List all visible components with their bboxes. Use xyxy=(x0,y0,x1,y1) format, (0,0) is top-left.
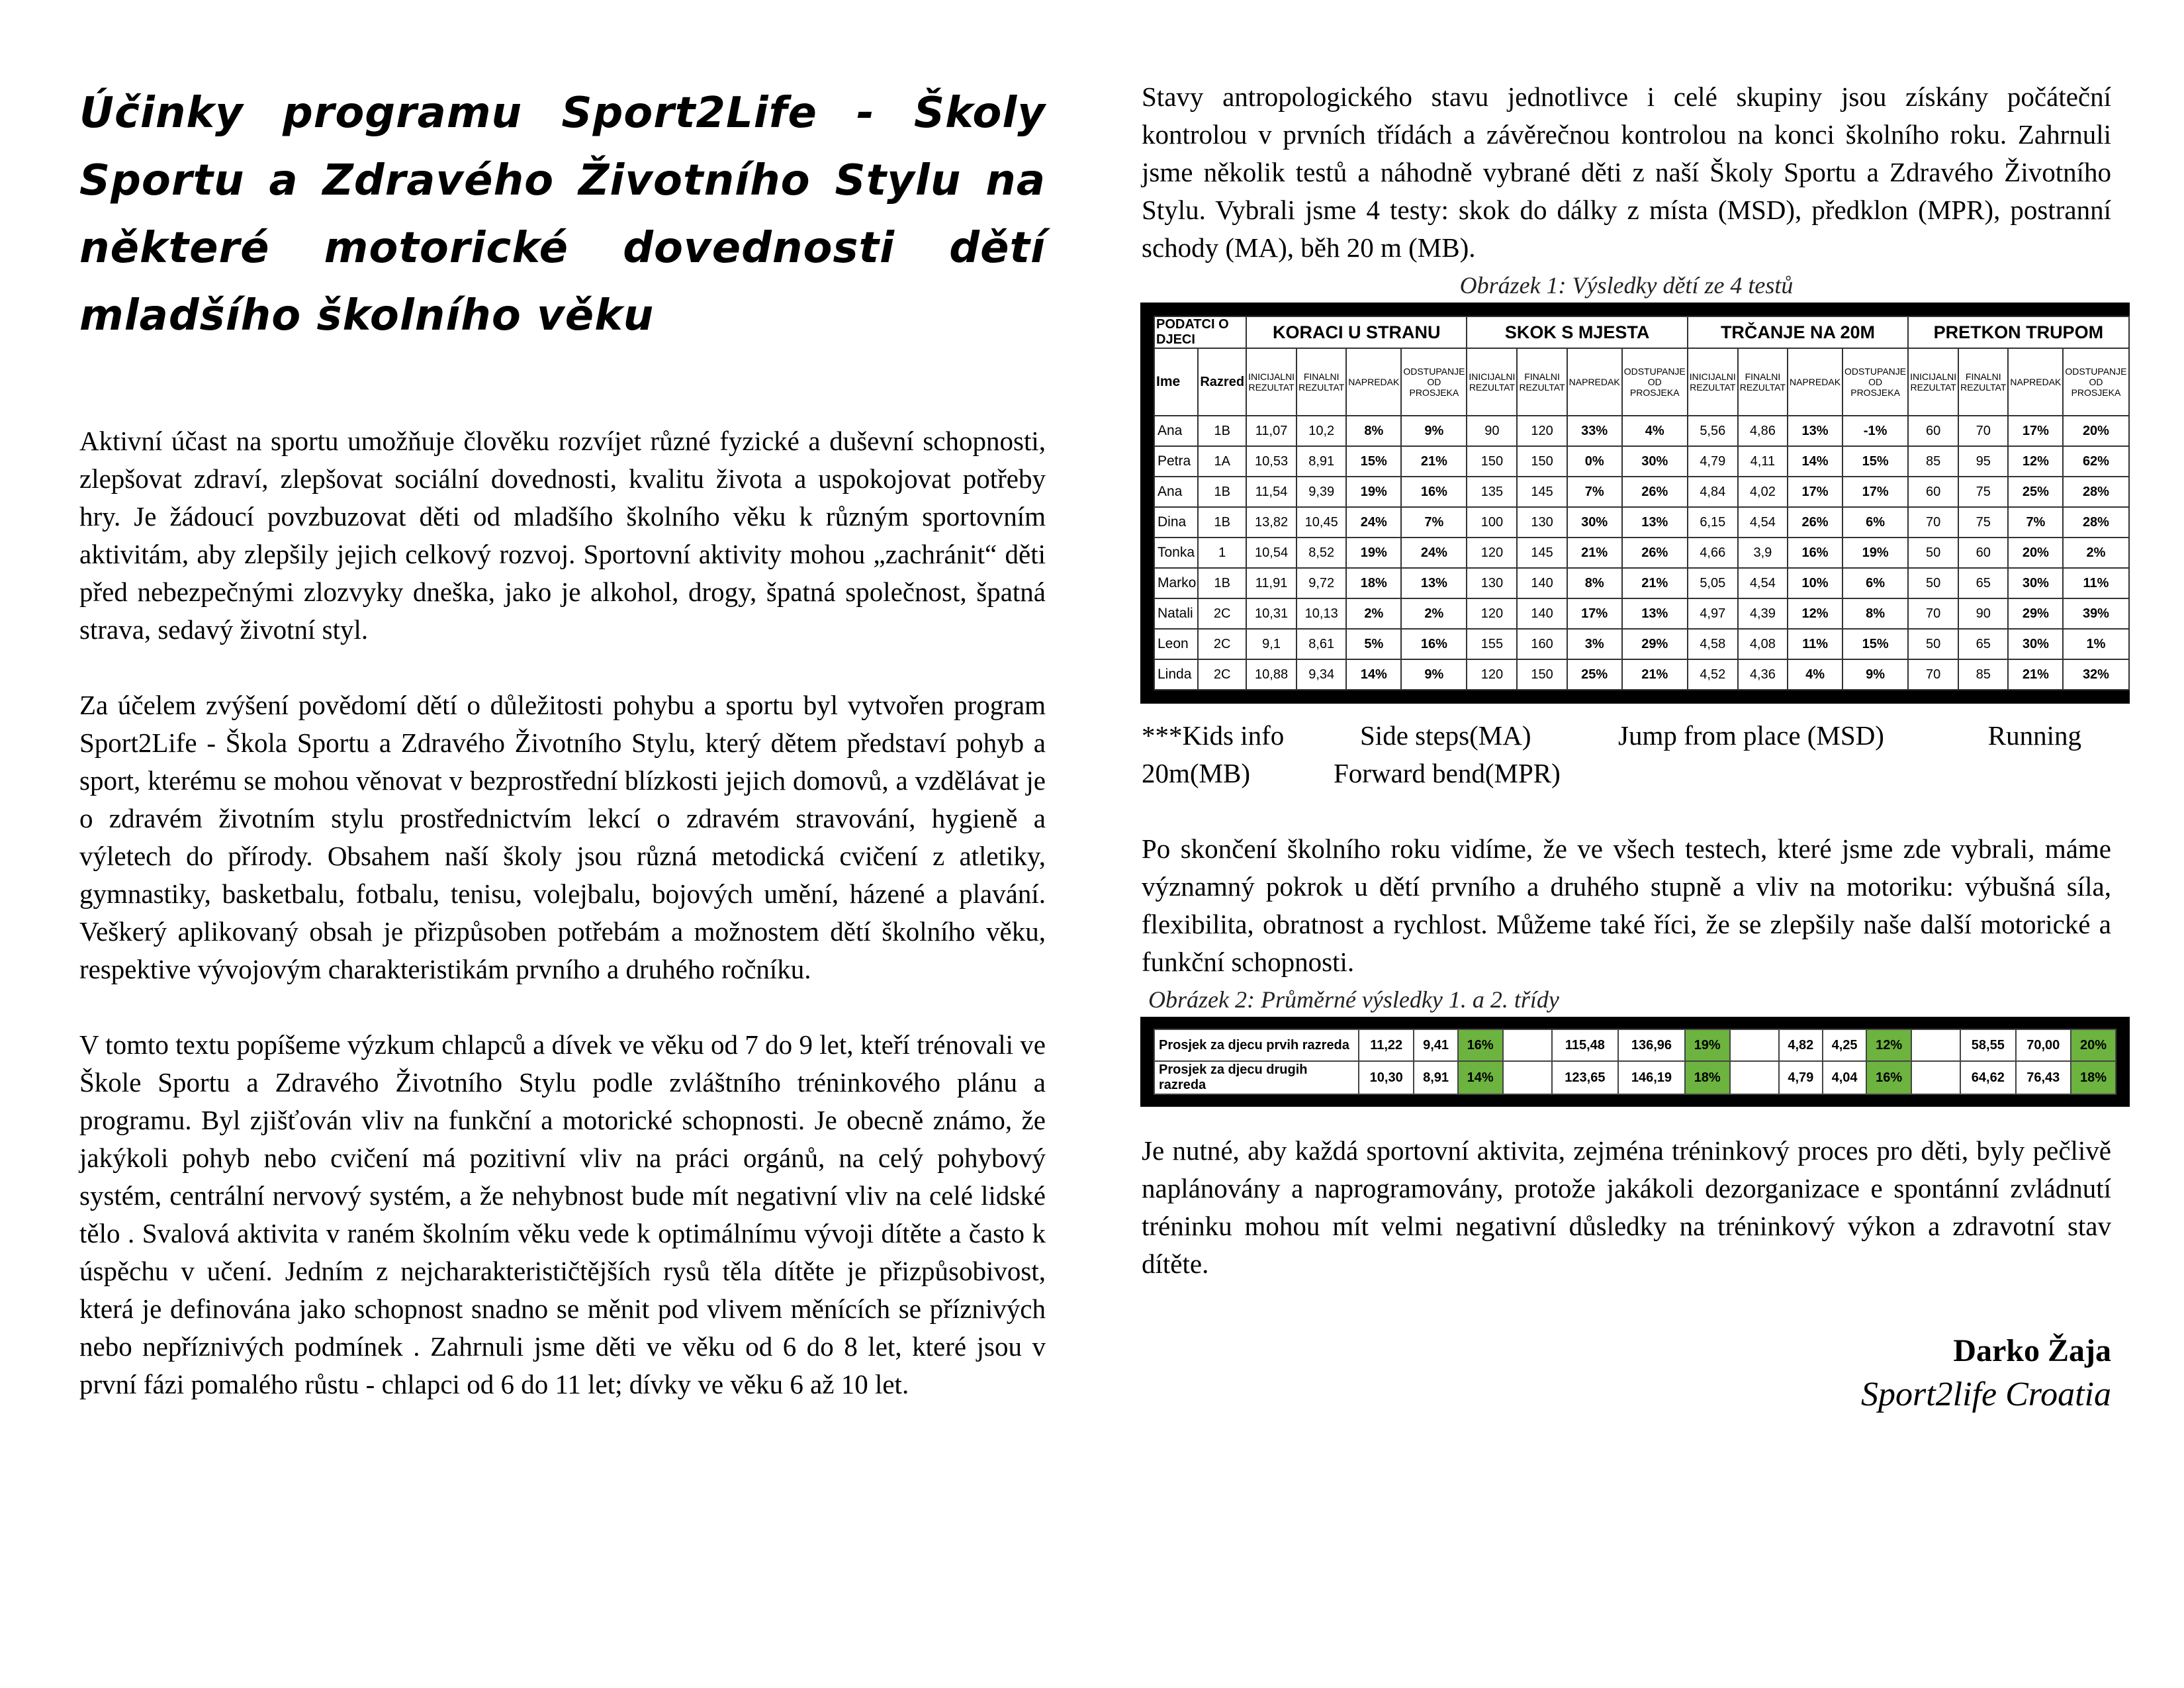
table-cell: 1% xyxy=(2063,629,2128,659)
table-cell: 9,34 xyxy=(1297,659,1346,690)
table-cell: 7% xyxy=(1567,477,1622,507)
average-cell xyxy=(1730,1061,1779,1094)
group-header: TRČANJE NA 20M xyxy=(1688,316,1908,348)
table-cell: 1B xyxy=(1198,507,1246,538)
average-cell: 4,25 xyxy=(1823,1029,1866,1061)
table-cell: 7% xyxy=(1401,507,1467,538)
table-cell: 21% xyxy=(1622,568,1688,598)
table-cell: 0% xyxy=(1567,446,1622,477)
table-cell: 9,39 xyxy=(1297,477,1346,507)
table-cell: 28% xyxy=(2063,477,2128,507)
table-cell: 26% xyxy=(1788,507,1843,538)
sub-header: FINALNI REZULTAT xyxy=(1958,348,2008,416)
table-cell: 140 xyxy=(1517,598,1567,629)
average-cell: 20% xyxy=(2071,1029,2116,1061)
table-cell: 17% xyxy=(1567,598,1622,629)
child-name-cell: Ana xyxy=(1154,477,1198,507)
table-cell: 24% xyxy=(1346,507,1401,538)
table-cell: 8% xyxy=(1567,568,1622,598)
table-cell: 17% xyxy=(1788,477,1843,507)
table-cell: 10% xyxy=(1788,568,1843,598)
table-cell: 2C xyxy=(1198,629,1246,659)
table-cell: 21% xyxy=(1567,538,1622,568)
table-cell: 11% xyxy=(2063,568,2128,598)
table-cell: 85 xyxy=(1958,659,2008,690)
table-cell: 62% xyxy=(2063,446,2128,477)
table-cell: 32% xyxy=(2063,659,2128,690)
table-cell: 10,45 xyxy=(1297,507,1346,538)
average-cell xyxy=(1730,1029,1779,1061)
average-cell xyxy=(1911,1061,1960,1094)
child-name-cell: Linda xyxy=(1154,659,1198,690)
table-cell: 13% xyxy=(1401,568,1467,598)
table-cell: 65 xyxy=(1958,629,2008,659)
table-cell: 4% xyxy=(1622,416,1688,446)
table-cell: 155 xyxy=(1467,629,1517,659)
table-cell: 13% xyxy=(1622,507,1688,538)
table-legend xyxy=(1142,717,2111,792)
sub-header: FINALNI REZULTAT xyxy=(1738,348,1788,416)
table-cell: 17% xyxy=(2008,416,2063,446)
table-cell: 19% xyxy=(1346,477,1401,507)
table-cell: 30% xyxy=(1567,507,1622,538)
paragraph-conclusion: Je nutné, aby každá sportovní aktivita, zejména tréninkový proces pro děti, byly pečlivě naplánovány a naprogramovány, protože jakákoli dezorganizace e spontánní zvládnutí tréninku mohou mít velmi negativní důsledky na tréninkový výkon a zdravotní stav dítěte. xyxy=(1142,1135,2111,1279)
figure-2-caption: Obrázek 2: Průměrné výsledky 1. a 2. třídy xyxy=(1148,986,1559,1013)
table-cell: 50 xyxy=(1908,568,1958,598)
average-cell: 146,19 xyxy=(1618,1061,1685,1094)
signature xyxy=(1142,1329,2111,1417)
paragraph-3: V tomto textu popíšeme výzkum chlapců a dívek ve věku od 7 do 9 let, kteří trénovali ve Škole Sportu a Zdravého Životního Stylu podle zvláštního tréninkového plánu a programu. Byl zjišťován vliv na funkční a motorické schopnosti. Je obecně známo, že jakýkoli pohyb nebo cvičení má pozitivní vliv na práci orgánů, na celý pohybový systém, centrální nervový systém, a že nehybnost bude mít negativní vliv na celé lidské tělo . Svalová aktivita v raném školním věku vede k optimálnímu vývoji dítěte a často k úspěchu v učení. Jedním z nejcharakterističtějších rysů těla dítěte je přizpůsobivost, která je definována jako schopnost snadno se měnit pod vlivem měnících se příznivých nebo nepříznivých podmínek . Zahrnuli jsme děti ve věku od 6 do 8 let, které jsou v první fázi pomalého růstu - chlapci od 6 do 11 let; dívky ve věku 6 až 10 let. xyxy=(79,1029,1046,1399)
table-cell: 4,84 xyxy=(1688,477,1738,507)
average-cell: 115,48 xyxy=(1552,1029,1619,1061)
table-cell: 160 xyxy=(1517,629,1567,659)
table-cell: 21% xyxy=(1622,659,1688,690)
col-ime: Ime xyxy=(1154,348,1198,416)
table-cell: 5,05 xyxy=(1688,568,1738,598)
average-cell: 76,43 xyxy=(2016,1061,2071,1094)
article-title: Účinky programu Sport2Life - Školy Sportu a Zdravého Životního Stylu na některé motorické dovednosti dětí mladšího školního věku xyxy=(79,89,1046,340)
table-cell: 150 xyxy=(1467,446,1517,477)
table-cell: 70 xyxy=(1908,659,1958,690)
table-cell: 6% xyxy=(1843,568,1908,598)
table-cell: 11,07 xyxy=(1246,416,1297,446)
table-cell: 25% xyxy=(1567,659,1622,690)
table-row xyxy=(1154,538,2129,568)
sub-header: INICIJALNI REZULTAT xyxy=(1688,348,1738,416)
table-cell: 30% xyxy=(1622,446,1688,477)
table-cell: 9% xyxy=(1843,659,1908,690)
group-header: KORACI U STRANU xyxy=(1246,316,1467,348)
table-cell: 33% xyxy=(1567,416,1622,446)
child-name-cell: Ana xyxy=(1154,416,1198,446)
table-row xyxy=(1154,629,2129,659)
child-name-cell: Marko xyxy=(1154,568,1198,598)
table-cell: 2C xyxy=(1198,598,1246,629)
average-cell: 123,65 xyxy=(1552,1061,1619,1094)
table-cell: 25% xyxy=(2008,477,2063,507)
average-cell: 4,04 xyxy=(1823,1061,1866,1094)
table-cell: 1B xyxy=(1198,477,1246,507)
table-cell: 6,15 xyxy=(1688,507,1738,538)
sub-header: INICIJALNI REZULTAT xyxy=(1246,348,1297,416)
legend-jump: Jump from place (MSD) xyxy=(1618,720,1884,751)
table-cell: 20% xyxy=(2063,416,2128,446)
table-cell: 8,61 xyxy=(1297,629,1346,659)
average-cell: 58,55 xyxy=(1960,1029,2015,1061)
average-row xyxy=(1154,1029,2116,1061)
table-cell: 7% xyxy=(2008,507,2063,538)
sub-header: NAPREDAK xyxy=(1567,348,1622,416)
table-cell: 11% xyxy=(1788,629,1843,659)
table-cell: 4,66 xyxy=(1688,538,1738,568)
average-cell: 18% xyxy=(2071,1061,2116,1094)
table-cell: 1 xyxy=(1198,538,1246,568)
sub-header: ODSTUPANJE OD PROSJEKA xyxy=(1622,348,1688,416)
table-cell: 13,82 xyxy=(1246,507,1297,538)
average-row-label: Prosjek za djecu prvih razreda xyxy=(1154,1029,1359,1061)
average-cell: 64,62 xyxy=(1960,1061,2015,1094)
author-name: Darko Žaja xyxy=(1953,1333,2111,1368)
table-cell: 15% xyxy=(1346,446,1401,477)
sub-header: ODSTUPANJE OD PROSJEKA xyxy=(1401,348,1467,416)
paragraph-2: Za účelem zvýšení povědomí dětí o důležitosti pohybu a sportu byl vytvořen program Sport2Life - Škola Sportu a Zdravého Životního Stylu, který dětem představí pohyb a sport, kterému se mohou věnovat v bezprostřední blízkosti jejich domovů, a vzdělávat je o zdravém životním stylu prostřednictvím lekcí o zdravém stravování, hygieně a výletech do přírody. Obsahem naší školy jsou různá metodická cvičení z atletiky, gymnastiky, basketbalu, fotbalu, tenisu, volejbalu, bojových umění, házené a plavání. Veškerý aplikovaný obsah je přizpůsoben potřebám a možnostem dětí školního věku, respektive vývojovým charakteristikám prvního a druhého ročníku. xyxy=(79,690,1046,984)
averages-table xyxy=(1154,1029,2116,1095)
table-cell: 60 xyxy=(1908,416,1958,446)
table-cell: 11,54 xyxy=(1246,477,1297,507)
table-cell: 135 xyxy=(1467,477,1517,507)
table-cell: 95 xyxy=(1958,446,2008,477)
table-cell: 70 xyxy=(1908,598,1958,629)
figure-1-caption: Obrázek 1: Výsledky dětí ze 4 testů xyxy=(1459,272,1794,299)
table-cell: 4,08 xyxy=(1738,629,1788,659)
sub-header: FINALNI REZULTAT xyxy=(1517,348,1567,416)
table-cell: 130 xyxy=(1467,568,1517,598)
table-cell: 2% xyxy=(1346,598,1401,629)
table-cell: 16% xyxy=(1401,477,1467,507)
table-cell: 50 xyxy=(1908,538,1958,568)
table-row xyxy=(1154,446,2129,477)
table-cell: 13% xyxy=(1622,598,1688,629)
sub-header: ODSTUPANJE OD PROSJEKA xyxy=(1843,348,1908,416)
sub-header: INICIJALNI REZULTAT xyxy=(1467,348,1517,416)
table-cell: 4,97 xyxy=(1688,598,1738,629)
table-cell: 120 xyxy=(1467,538,1517,568)
child-name-cell: Dina xyxy=(1154,507,1198,538)
average-cell: 12% xyxy=(1866,1029,1911,1061)
average-cell: 11,22 xyxy=(1359,1029,1414,1061)
table-cell: 85 xyxy=(1908,446,1958,477)
table-cell: 21% xyxy=(1401,446,1467,477)
table-cell: 4,02 xyxy=(1738,477,1788,507)
average-cell xyxy=(1911,1029,1960,1061)
table-cell: 8,52 xyxy=(1297,538,1346,568)
table-cell: 18% xyxy=(1346,568,1401,598)
table-row xyxy=(1154,507,2129,538)
average-cell: 4,79 xyxy=(1779,1061,1823,1094)
table-cell: 60 xyxy=(1908,477,1958,507)
table-cell: 4,39 xyxy=(1738,598,1788,629)
table-cell: 4,86 xyxy=(1738,416,1788,446)
table-cell: 9,1 xyxy=(1246,629,1297,659)
paragraph-results: Po skončení školního roku vidíme, že ve všech testech, které jsme zde vybrali, máme významný pokrok u dětí prvního a druhého stupně a vliv na motoriku: výbušná síla, flexibilita, obratnost a rychlost. Můžeme také říci, že se zlepšily naše další motorické a funkční schopnosti. xyxy=(1142,833,2111,977)
table-cell: 19% xyxy=(1346,538,1401,568)
average-cell: 16% xyxy=(1458,1029,1503,1061)
table-cell: 39% xyxy=(2063,598,2128,629)
table-cell: 75 xyxy=(1958,507,2008,538)
sub-header: FINALNI REZULTAT xyxy=(1297,348,1346,416)
kids-info-header: PODATCI O DJECI xyxy=(1154,316,1246,348)
table-row xyxy=(1154,598,2129,629)
table-cell: 1B xyxy=(1198,416,1246,446)
table-cell: 50 xyxy=(1908,629,1958,659)
table-row xyxy=(1154,659,2129,690)
table-cell: 28% xyxy=(2063,507,2128,538)
table-cell: 11,91 xyxy=(1246,568,1297,598)
child-name-cell: Leon xyxy=(1154,629,1198,659)
table-cell: 6% xyxy=(1843,507,1908,538)
table-cell: 4% xyxy=(1788,659,1843,690)
legend-running: Running xyxy=(1987,720,2081,751)
left-column xyxy=(79,79,1046,1403)
table-cell: 4,54 xyxy=(1738,568,1788,598)
average-cell: 19% xyxy=(1685,1029,1730,1061)
table-cell: 14% xyxy=(1346,659,1401,690)
table-cell: 10,13 xyxy=(1297,598,1346,629)
table-cell: 8% xyxy=(1843,598,1908,629)
table-cell: 10,54 xyxy=(1246,538,1297,568)
table-cell: 9% xyxy=(1401,416,1467,446)
table-cell: 19% xyxy=(1843,538,1908,568)
table-cell: 8,91 xyxy=(1297,446,1346,477)
table-cell: 3,9 xyxy=(1738,538,1788,568)
table-cell: 13% xyxy=(1788,416,1843,446)
table-cell: 4,58 xyxy=(1688,629,1738,659)
table-cell: 150 xyxy=(1517,446,1567,477)
average-cell: 10,30 xyxy=(1359,1061,1414,1094)
table-cell: 24% xyxy=(1401,538,1467,568)
table-cell: 140 xyxy=(1517,568,1567,598)
table-cell: 20% xyxy=(2008,538,2063,568)
table-cell: 8% xyxy=(1346,416,1401,446)
legend-forward-bend: Forward bend(MPR) xyxy=(1334,758,1561,788)
table-cell: 10,88 xyxy=(1246,659,1297,690)
table-cell: 2C xyxy=(1198,659,1246,690)
table-cell: 3% xyxy=(1567,629,1622,659)
table-cell: 4,11 xyxy=(1738,446,1788,477)
table-cell: 29% xyxy=(2008,598,2063,629)
table-cell: 130 xyxy=(1517,507,1567,538)
table-cell: 90 xyxy=(1467,416,1517,446)
paragraph-1: Aktivní účast na sportu umožňuje člověku rozvíjet různé fyzické a duševní schopnosti, zlepšovat zdraví, zlepšovat sociální dovednosti, kvalitu života a uspokojovat potřeby hry. Je žádoucí povzbuzovat děti od mladšího školního věku k různým sportovním aktivitám, aby zlepšily jejich celkový rozvoj. Sportovní aktivity mohou „zachránit“ děti před nebezpečnými zlozvyky dneška, jako je alkohol, drogy, špatná společnost, špatná strava, sedavý životní styl. xyxy=(79,426,1046,645)
average-row xyxy=(1154,1061,2116,1094)
table-cell: 120 xyxy=(1467,659,1517,690)
average-cell: 8,91 xyxy=(1414,1061,1457,1094)
table-cell: 15% xyxy=(1843,629,1908,659)
sub-header: NAPREDAK xyxy=(1346,348,1401,416)
sub-header: NAPREDAK xyxy=(2008,348,2063,416)
table-cell: 26% xyxy=(1622,477,1688,507)
legend-kids-info: ***Kids info xyxy=(1142,720,1285,751)
table-cell: 4,52 xyxy=(1688,659,1738,690)
table-cell: 1B xyxy=(1198,568,1246,598)
table-cell: 75 xyxy=(1958,477,2008,507)
average-cell xyxy=(1503,1061,1552,1094)
table-cell: 4,36 xyxy=(1738,659,1788,690)
table-cell: 5% xyxy=(1346,629,1401,659)
col-razred: Razred xyxy=(1198,348,1246,416)
averages-table-frame xyxy=(1140,1017,2130,1107)
average-cell: 16% xyxy=(1866,1061,1911,1094)
table-cell: 30% xyxy=(2008,568,2063,598)
table-cell: 12% xyxy=(2008,446,2063,477)
table-cell: 145 xyxy=(1517,477,1567,507)
group-header: SKOK S MJESTA xyxy=(1467,316,1687,348)
sub-header: NAPREDAK xyxy=(1788,348,1843,416)
table-cell: 15% xyxy=(1843,446,1908,477)
table-cell: 16% xyxy=(1401,629,1467,659)
table-cell: 70 xyxy=(1958,416,2008,446)
intro-paragraph: Stavy antropologického stavu jednotlivce i celé skupiny jsou získány počáteční kontrolou v prvních třídách a závěrečnou kontrolou na konci školního roku. Zahrnuli jsme několik testů a náhodně vybrané děti z naší Školy Sportu a Zdravého Životního Stylu. Vybrali jsme 4 testy: skok do dálky z místa (MSD), předklon (MPR), postranní schody (MA), běh 20 m (MB). xyxy=(1142,81,2111,263)
table-cell: 4,79 xyxy=(1688,446,1738,477)
sub-header: ODSTUPANJE OD PROSJEKA xyxy=(2063,348,2128,416)
table-cell: 90 xyxy=(1958,598,2008,629)
table-cell: -1% xyxy=(1843,416,1908,446)
child-name-cell: Natali xyxy=(1154,598,1198,629)
average-cell: 4,82 xyxy=(1779,1029,1823,1061)
table-row xyxy=(1154,568,2129,598)
table-cell: 10,2 xyxy=(1297,416,1346,446)
table-cell: 9% xyxy=(1401,659,1467,690)
table-cell: 70 xyxy=(1908,507,1958,538)
group-header: PRETKON TRUPOM xyxy=(1908,316,2128,348)
table-cell: 120 xyxy=(1517,416,1567,446)
results-table xyxy=(1154,316,2130,690)
average-cell: 9,41 xyxy=(1414,1029,1457,1061)
table-cell: 14% xyxy=(1788,446,1843,477)
child-name-cell: Tonka xyxy=(1154,538,1198,568)
right-column xyxy=(1142,78,2127,1417)
table-cell: 2% xyxy=(2063,538,2128,568)
table-cell: 145 xyxy=(1517,538,1567,568)
child-name-cell: Petra xyxy=(1154,446,1198,477)
author-organization: Sport2life Croatia xyxy=(1861,1376,2111,1413)
legend-side-steps: Side steps(MA) xyxy=(1360,720,1531,751)
table-cell: 29% xyxy=(1622,629,1688,659)
table-cell: 16% xyxy=(1788,538,1843,568)
average-cell xyxy=(1503,1029,1552,1061)
table-cell: 26% xyxy=(1622,538,1688,568)
table-cell: 12% xyxy=(1788,598,1843,629)
table-cell: 100 xyxy=(1467,507,1517,538)
table-cell: 9,72 xyxy=(1297,568,1346,598)
table-cell: 5,56 xyxy=(1688,416,1738,446)
average-row-label: Prosjek za djecu drugih razreda xyxy=(1154,1061,1359,1094)
table-cell: 150 xyxy=(1517,659,1567,690)
average-cell: 18% xyxy=(1685,1061,1730,1094)
table-cell: 4,54 xyxy=(1738,507,1788,538)
average-cell: 14% xyxy=(1458,1061,1503,1094)
table-row xyxy=(1154,416,2129,446)
sub-header: INICIJALNI REZULTAT xyxy=(1908,348,1958,416)
average-cell: 136,96 xyxy=(1618,1029,1685,1061)
average-cell: 70,00 xyxy=(2016,1029,2071,1061)
legend-run-20m: 20m(MB) xyxy=(1142,758,1250,788)
table-cell: 10,53 xyxy=(1246,446,1297,477)
table-cell: 120 xyxy=(1467,598,1517,629)
table-cell: 65 xyxy=(1958,568,2008,598)
table-cell: 60 xyxy=(1958,538,2008,568)
table-cell: 21% xyxy=(2008,659,2063,690)
table-cell: 17% xyxy=(1843,477,1908,507)
table-cell: 10,31 xyxy=(1246,598,1297,629)
table-cell: 30% xyxy=(2008,629,2063,659)
table-row xyxy=(1154,477,2129,507)
table-cell: 2% xyxy=(1401,598,1467,629)
table-cell: 1A xyxy=(1198,446,1246,477)
results-table-frame xyxy=(1140,303,2130,704)
